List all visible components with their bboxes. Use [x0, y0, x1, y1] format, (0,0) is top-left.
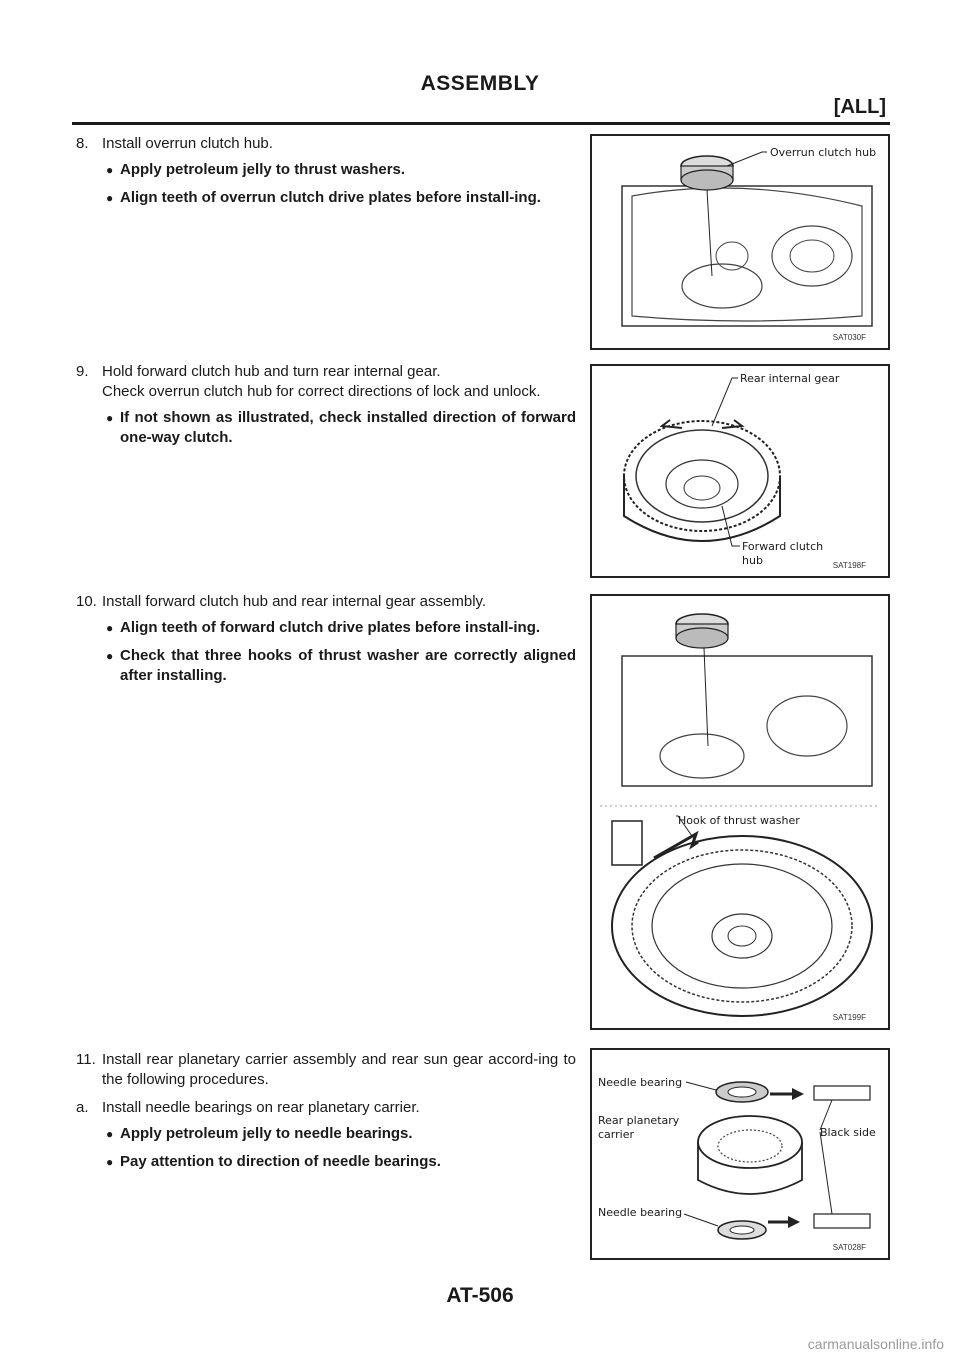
- page-number: AT-506: [446, 1284, 514, 1307]
- step-10: [76, 592, 576, 694]
- substep-text: Install needle bearings on rear planetary carrier.: [102, 1099, 420, 1116]
- callout-label: Black side: [820, 1126, 876, 1139]
- figure-overrun-clutch-hub: [590, 134, 890, 350]
- figure-needle-bearing: [590, 1048, 890, 1260]
- illustration-housing-hub: [592, 136, 888, 348]
- step-text: Install rear planetary carrier assembly and rear sun gear accord-ing to the following procedures.: [102, 1051, 576, 1088]
- step-8: [76, 134, 576, 216]
- bullet-item: ● Align teeth of overrun clutch drive plates before install-ing.: [106, 188, 576, 208]
- step-bullets: [106, 160, 576, 208]
- callout-label: Rear internal gear: [740, 372, 840, 385]
- callout-label: hub: [742, 554, 763, 567]
- step-text-2: Check overrun clutch hub for correct directions of lock and unlock.: [102, 383, 541, 400]
- callout-label: Hook of thrust washer: [678, 814, 800, 827]
- page-title: ASSEMBLY: [420, 72, 540, 95]
- step-number: 10.: [76, 593, 97, 610]
- step-11: [76, 1050, 576, 1180]
- step-9: [76, 362, 576, 456]
- step-number: 11.: [76, 1051, 96, 1068]
- step-text: Hold forward clutch hub and turn rear internal gear.: [102, 363, 441, 380]
- substep-letter: a.: [76, 1099, 89, 1116]
- figure-code: SAT030F: [832, 333, 866, 342]
- step-number: 8.: [76, 135, 89, 152]
- figure-code: SAT198F: [832, 561, 866, 570]
- step-text: Install forward clutch hub and rear internal gear assembly.: [102, 593, 487, 610]
- watermark-url: carmanualsonline.info: [807, 1336, 944, 1352]
- illustration-planetary-carrier: [592, 1050, 888, 1258]
- bullet-item: ● If not shown as illustrated, check installed direction of forward one-way clutch.: [106, 408, 576, 448]
- bullet-item: ● Check that three hooks of thrust washer are correctly aligned after installing.: [106, 646, 576, 686]
- callout-label: Rear planetary: [598, 1114, 680, 1127]
- section-label: [ALL]: [833, 96, 886, 118]
- illustration-hub-and-washer: [592, 596, 888, 1028]
- callout-label: Needle bearing: [598, 1076, 683, 1089]
- step-bullets: [106, 408, 576, 448]
- figure-rear-internal-gear: [590, 364, 890, 578]
- step-number: 9.: [76, 363, 89, 380]
- figure-code: SAT028F: [832, 1243, 866, 1252]
- bullet-item: ● Pay attention to direction of needle bearings.: [106, 1152, 576, 1172]
- header-rule: [72, 122, 890, 125]
- bullet-item: ● Align teeth of forward clutch drive plates before install-ing.: [106, 618, 576, 638]
- bullet-item: ● Apply petroleum jelly to thrust washers.: [106, 160, 576, 180]
- callout-label: carrier: [598, 1128, 634, 1141]
- bullet-item: ● Apply petroleum jelly to needle bearings.: [106, 1124, 576, 1144]
- step-bullets: [106, 1124, 576, 1172]
- figure-forward-clutch-hub: [590, 594, 890, 1030]
- step-text: Install overrun clutch hub.: [102, 135, 273, 152]
- callout-label: Needle bearing: [598, 1206, 683, 1219]
- step-bullets: [106, 618, 576, 686]
- callout-label: Overrun clutch hub: [770, 146, 877, 159]
- substep-a: [76, 1098, 576, 1118]
- illustration-internal-gear: [592, 366, 888, 576]
- callout-label: Forward clutch: [742, 540, 824, 553]
- figure-code: SAT199F: [832, 1013, 866, 1022]
